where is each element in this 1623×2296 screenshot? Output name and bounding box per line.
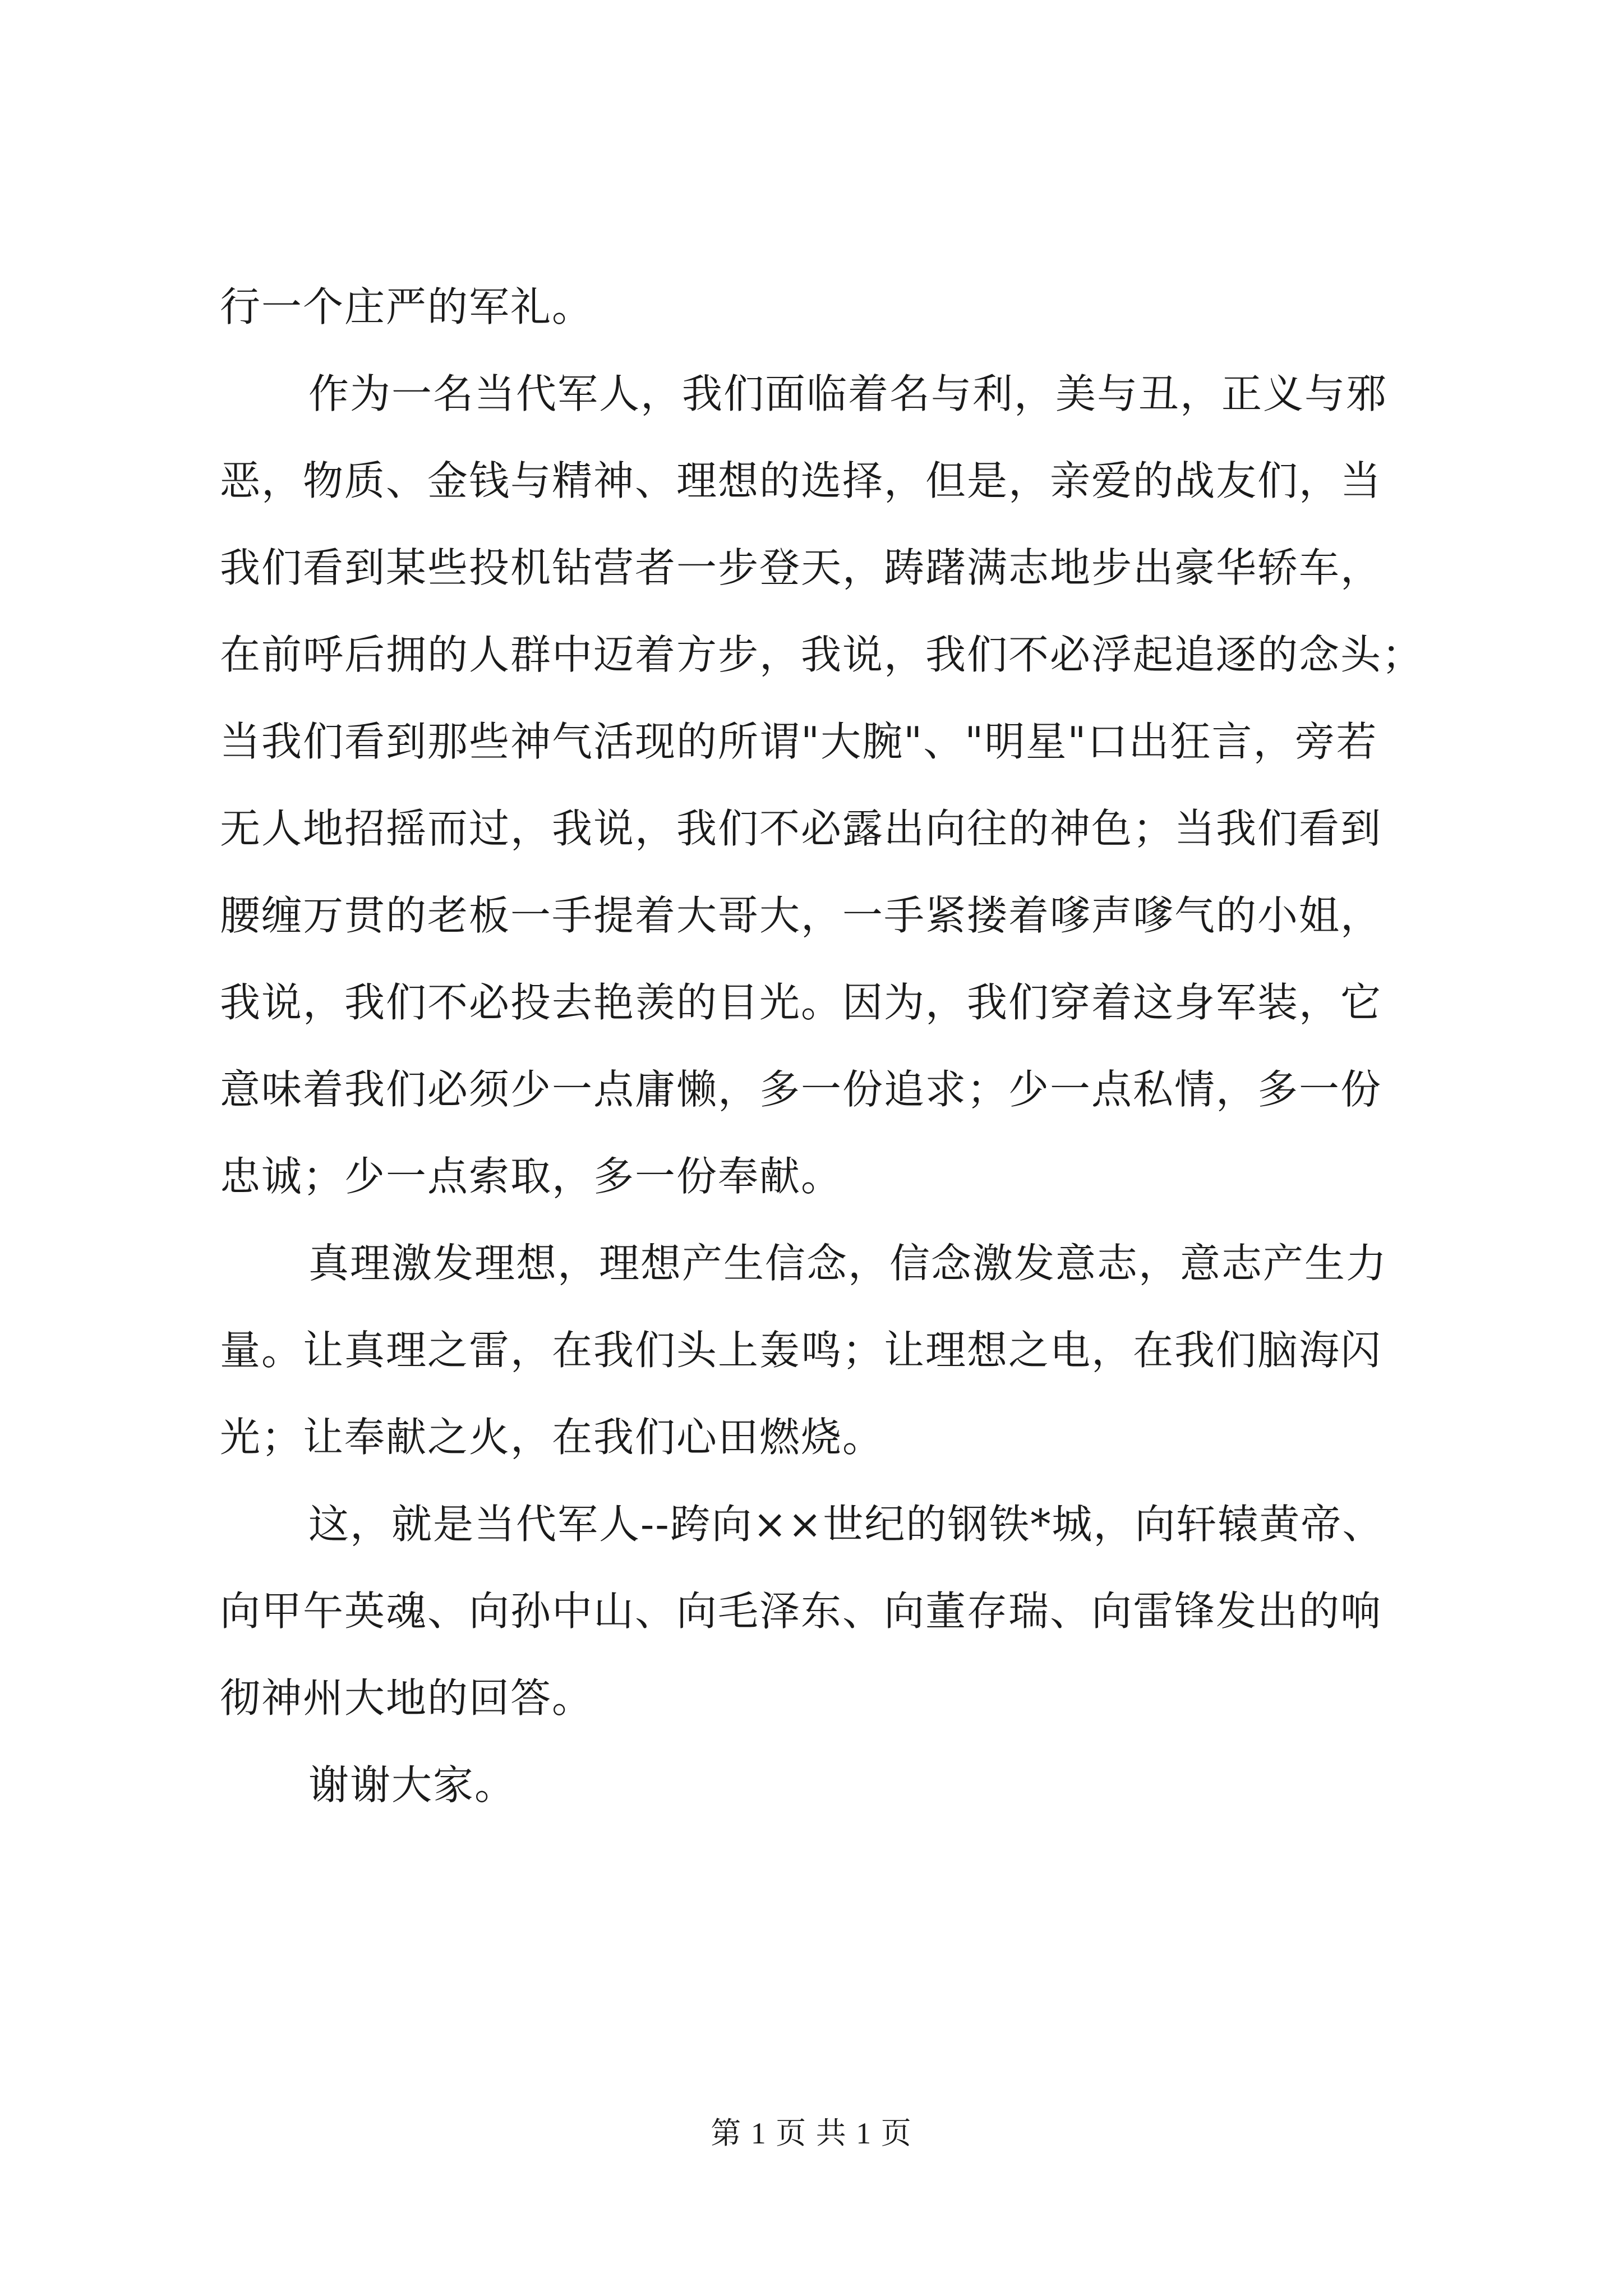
text-line: 光；让奉献之火，在我们心田燃烧。 bbox=[220, 1414, 884, 1461]
text-line: 腰缠万贯的老板一手提着大哥大，一手紧搂着嗲声嗲气的小姐， bbox=[220, 892, 1382, 939]
text-line: 真理激发理想，理想产生信念，信念激发意志，意志产生力 bbox=[308, 1240, 1388, 1287]
text-line: 彻神州大地的回答。 bbox=[220, 1674, 594, 1722]
page-number-footer: 第 1 页 共 1 页 bbox=[711, 2116, 912, 2150]
text-line: 我说，我们不必投去艳羡的目光。因为，我们穿着这身军装，它 bbox=[220, 979, 1382, 1026]
text-line: 当我们看到那些神气活现的所谓"大腕"、"明星"口出狂言，旁若 bbox=[220, 718, 1378, 765]
text-line: 作为一名当代军人，我们面临着名与利，美与丑，正义与邪 bbox=[308, 370, 1388, 417]
text-line: 量。让真理之雷，在我们头上轰鸣；让理想之电，在我们脑海闪 bbox=[220, 1327, 1382, 1374]
text-line: 我们看到某些投机钻营者一步登天，踌躇满志地步出豪华轿车， bbox=[220, 544, 1382, 591]
text-line: 意味着我们必须少一点庸懒，多一份追求；少一点私情，多一份 bbox=[220, 1066, 1382, 1113]
text-line: 无人地招摇而过，我说，我们不必露出向往的神色；当我们看到 bbox=[220, 805, 1382, 852]
text-line: 这，就是当代军人--跨向××世纪的钢铁*城，向轩辕黄帝、 bbox=[308, 1501, 1384, 1548]
text-line: 行一个庄严的军礼。 bbox=[220, 283, 594, 330]
text-line: 在前呼后拥的人群中迈着方步，我说，我们不必浮起追逐的念头； bbox=[220, 631, 1424, 678]
document-body bbox=[220, 264, 1424, 1829]
text-line: 恶，物质、金钱与精神、理想的选择，但是，亲爱的战友们，当 bbox=[220, 457, 1382, 504]
text-line: 向甲午英魂、向孙中山、向毛泽东、向董存瑞、向雷锋发出的响 bbox=[220, 1588, 1382, 1635]
text-line: 谢谢大家。 bbox=[308, 1761, 517, 1809]
text-line: 忠诚；少一点索取，多一份奉献。 bbox=[220, 1153, 843, 1200]
